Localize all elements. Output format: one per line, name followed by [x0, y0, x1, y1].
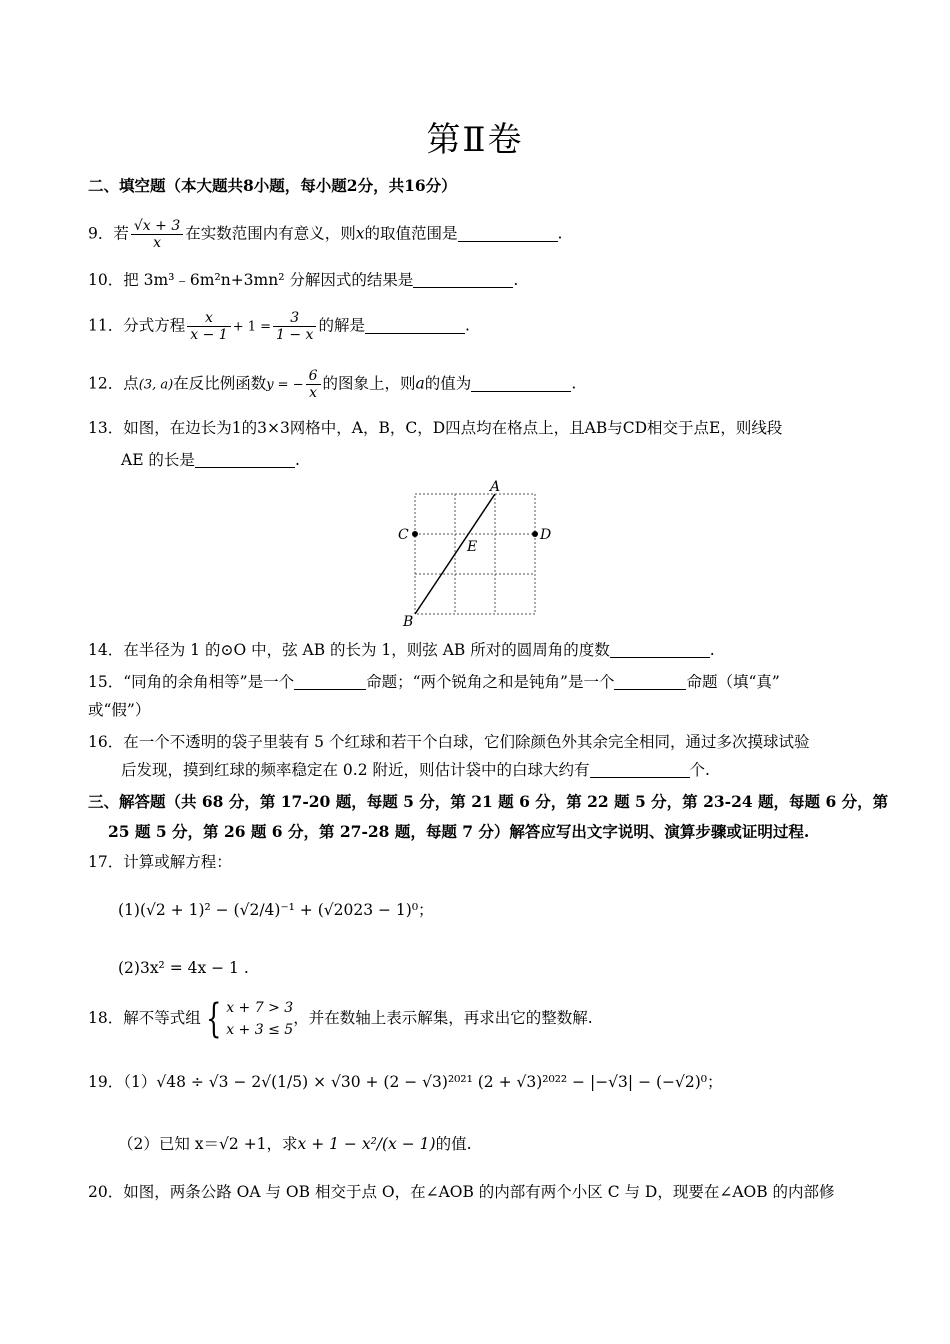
question-18: 18．解不等式组 { x + 7 > 3 x + 3 ≤ 5 ，并在数轴上表示解集，再求出它的整数解.: [88, 996, 593, 1042]
q9-fraction: $\frac{√x + 3}{x}$: [131, 218, 183, 251]
question-17-part-2: (2)3x² = 4x − 1 .: [118, 959, 249, 977]
label-e: E: [467, 539, 478, 555]
question-16: 16．在一个不透明的袋子里装有 5 个红球和若干个白球，它们除颜色外其余完全相同，通过多次摸球试验: [88, 733, 810, 751]
question-12: 12．点(3, a)在反比例函数y = − $\frac{6}{x}$ 的图象上，则a的值为 .: [88, 368, 577, 401]
question-20: 20．如图，两条公路 OA 与 OB 相交于点 O，在∠AOB 的内部有两个小区 C 与 D，现要在∠AOB 的内部修: [88, 1183, 835, 1201]
question-9: 9．若 $\frac{√x + 3}{x}$ 在实数范围内有意义，则x的取值范围是 .: [88, 218, 563, 251]
question-10: 10．把 3m³﹣6m²n+3mn² 分解因式的结果是 .: [88, 271, 519, 289]
point-d: [532, 531, 538, 537]
question-16-cont: 后发现，摸到红球的频率稳定在 0.2 附近，则估计袋中的白球大约有 个.: [121, 761, 710, 779]
answer-blank[interactable]: [471, 375, 571, 392]
answer-blank[interactable]: [614, 673, 686, 690]
answer-blank[interactable]: [458, 225, 558, 242]
section-3-heading: 三、解答题（共 68 分，第 17-20 题，每题 5 分，第 21 题 6 分，第 22 题 5 分，第 23-24 题，每题 6 分，第: [88, 792, 889, 811]
label-d: D: [540, 527, 552, 543]
question-13-cont: AE 的长是 .: [121, 451, 300, 469]
answer-blank[interactable]: [195, 451, 295, 468]
answer-blank[interactable]: [413, 271, 513, 288]
label-a: A: [490, 479, 501, 495]
grid-figure: [390, 478, 560, 630]
label-c: C: [398, 527, 409, 543]
inequality-system: x + 7 > 3 x + 3 ≤ 5: [226, 1000, 294, 1038]
answer-blank[interactable]: [610, 641, 710, 658]
page-title: 第Ⅱ卷: [426, 120, 524, 160]
point-c: [412, 531, 418, 537]
question-11: 11．分式方程 $\frac{x}{x - 1}$ + 1 = $\frac{3}{1 - x}$ 的解是 .: [88, 310, 470, 343]
answer-blank[interactable]: [590, 761, 690, 778]
answer-blank[interactable]: [294, 673, 366, 690]
label-b: B: [403, 614, 414, 630]
answer-blank[interactable]: [365, 317, 465, 334]
question-17: 17．计算或解方程：: [88, 853, 232, 871]
section-2-heading: 二、填空题（本大题共8小题，每小题2分，共16分）: [88, 176, 457, 195]
question-13: 13．如图，在边长为1的3×3网格中，A，B，C，D四点均在格点上，且AB与CD相交于点E，则线段: [88, 419, 783, 437]
question-15-cont: 或“假”）: [88, 701, 151, 719]
question-15: 15．“同角的余角相等”是一个 命题；“两个锐角之和是钝角”是一个 命题（填“真”: [88, 673, 780, 691]
question-14: 14．在半径为 1 的⊙O 中，弦 AB 的长为 1，则弦 AB 所对的圆周角的度数 .: [88, 641, 715, 659]
section-3-heading-cont: 25 题 5 分，第 26 题 6 分，第 27-28 题，每题 7 分）解答应写出文字说明、演算步骤或证明过程.: [108, 822, 810, 841]
question-17-part-1: (1)(√2 + 1)² − (√2/4)⁻¹ + (√2023 − 1)⁰；: [118, 901, 434, 919]
question-19-part-2: （2）已知 x＝√2 +1，求x + 1 − x²/(x − 1)的值.: [118, 1135, 472, 1153]
question-19: 19．（1）√48 ÷ √3 − 2√(1/5) × √30 + (2 − √3)²⁰²¹ (2 + √3)²⁰²² − |−√3| − (−√2)⁰；: [88, 1073, 723, 1091]
